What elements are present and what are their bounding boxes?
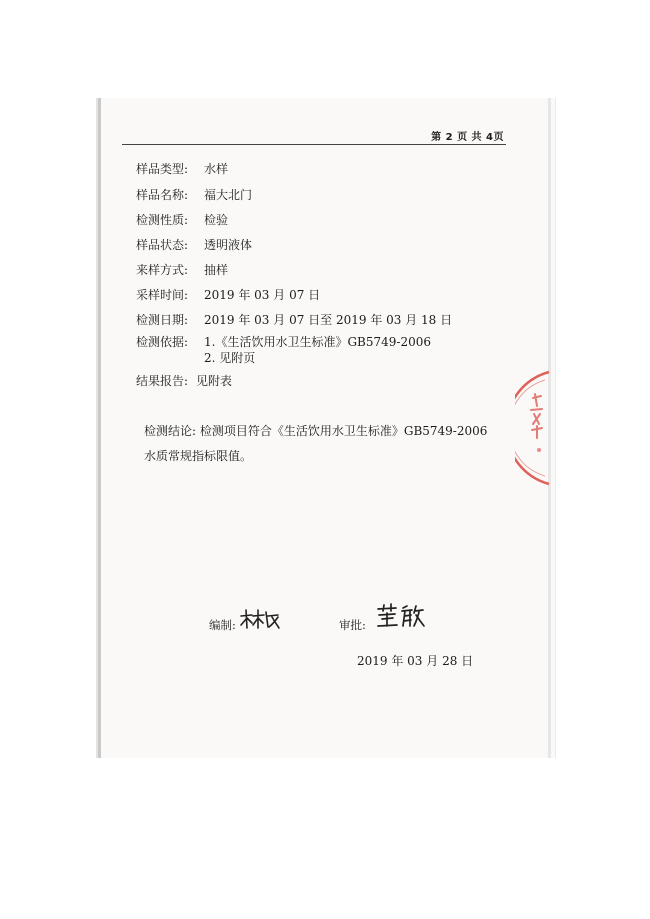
field-label: 采样时间:: [136, 288, 189, 302]
field-test-date: [136, 312, 452, 328]
field-label: 来样方式:: [136, 263, 189, 277]
field-label: 结果报告:: [136, 374, 189, 388]
page-number: 第 2 页 共 4页: [431, 132, 504, 143]
field-result-report: [136, 373, 232, 389]
basis-item: 1.《生活饮用水卫生标准》GB5749-2006: [204, 335, 431, 349]
field-sampling-time: [136, 287, 320, 303]
field-test-basis: [136, 334, 431, 366]
approver-signature-icon: [374, 602, 426, 630]
official-seal-icon: [515, 368, 553, 488]
field-label: 样品状态:: [136, 238, 189, 252]
field-value: 2019 年 03 月 07 日: [204, 288, 321, 302]
compiled-label: 编制:: [209, 618, 236, 632]
field-label: 样品类型:: [136, 162, 189, 176]
field-value: 福大北门: [204, 188, 253, 202]
field-value: 检验: [204, 213, 229, 227]
field-value: 2019 年 03 月 07 日至 2019 年 03 月 18 日: [204, 313, 453, 327]
conclusion-line: 检测结论: 检测项目符合《生活饮用水卫生标准》GB5749-2006: [144, 424, 488, 438]
field-label: 检测性质:: [136, 213, 189, 227]
field-sample-name: [136, 187, 252, 203]
field-label: 检测依据:: [136, 335, 189, 349]
field-sample-state: [136, 237, 252, 253]
field-test-nature: [136, 212, 228, 228]
basis-item: 2. 见附页: [204, 351, 256, 365]
field-sampling-method: [136, 262, 228, 278]
field-value: 透明液体: [204, 238, 253, 252]
basis-list: [204, 334, 431, 366]
header-rule: [122, 144, 506, 145]
field-value: 见附表: [196, 374, 233, 388]
report-date: 2019 年 03 月 28 日: [357, 654, 474, 668]
field-value: 抽样: [204, 263, 229, 277]
field-sample-type: [136, 161, 228, 177]
field-label: 样品名称:: [136, 188, 189, 202]
compiler-signature-icon: [238, 606, 282, 632]
conclusion-line: 水质常规指标限值。: [144, 449, 253, 463]
field-value: 水样: [204, 162, 229, 176]
test-conclusion: [144, 419, 514, 469]
approved-label: 审批:: [339, 618, 366, 632]
field-label: 检测日期:: [136, 313, 189, 327]
